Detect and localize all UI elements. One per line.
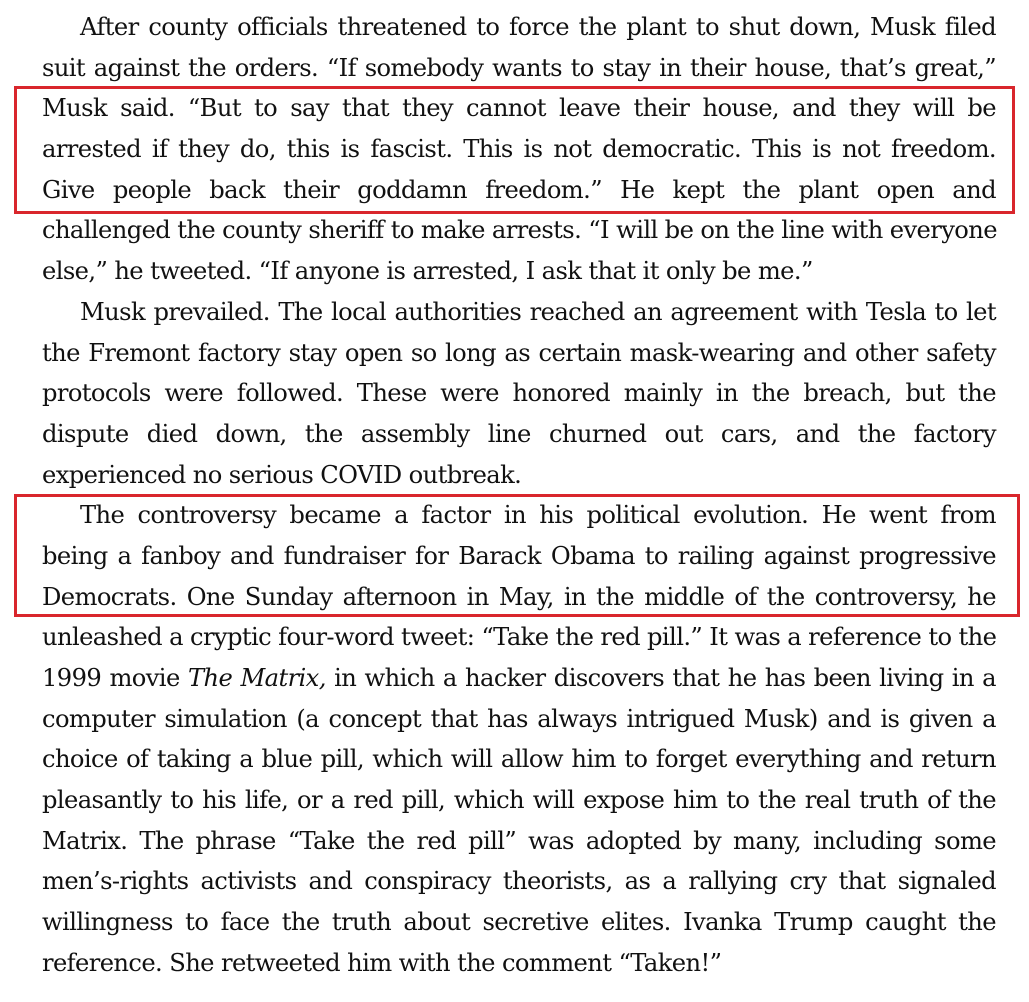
text-line: pleasantly to his life, or a red pill, which will expose him to the real truth of the — [42, 786, 996, 815]
text-line: The controversy became a factor in his political evolution. He went from — [80, 501, 996, 530]
text-line: Give people back their goddamn freedom.” He kept the plant open and — [42, 175, 996, 204]
text-line: suit against the orders. “If somebody wants to stay in their house, that’s great,” — [42, 53, 996, 82]
text-line: reference. She retweeted him with the comment “Taken!” — [42, 948, 722, 977]
text-line: men’s-rights activists and conspiracy theorists, as a rallying cry that signaled — [42, 867, 996, 896]
text-line: Matrix. The phrase “Take the red pill” was adopted by many, including some — [42, 826, 996, 855]
text-fragment: in which a hacker discovers that he has been living in a — [334, 664, 997, 692]
text-line: else,” he tweeted. “If anyone is arrested, I ask that it only be me.” — [42, 257, 813, 286]
text-line: After county officials threatened to force the plant to shut down, Musk filed — [80, 13, 996, 41]
text-line: protocols were followed. These were honored mainly in the breach, but the — [42, 379, 996, 408]
text-line: choice of taking a blue pill, which will allow him to forget everything and return — [42, 745, 996, 774]
paragraph-1 — [42, 7, 996, 292]
text-line: computer simulation (a concept that has always intrigued Musk) and is given a — [42, 704, 996, 733]
text-line: dispute died down, the assembly line churned out cars, and the factory — [42, 419, 996, 448]
text-line: Musk said. “But to say that they cannot leave their house, and they will be — [42, 94, 996, 123]
text-line: arrested if they do, this is fascist. This is not democratic. This is not freedom. — [42, 135, 996, 164]
movie-title: The Matrix, — [187, 664, 326, 692]
book-page-text — [42, 7, 996, 984]
text-line: willingness to face the truth about secretive elites. Ivanka Trump caught the — [42, 908, 996, 937]
text-line: unleashed a cryptic four-word tweet: “Take the red pill.” It was a reference to the — [42, 623, 997, 652]
text-line — [42, 658, 996, 699]
text-line: the Fremont factory stay open so long as certain mask-wearing and other safety — [42, 338, 996, 367]
text-fragment: 1999 movie — [42, 664, 180, 692]
text-line: being a fanboy and fundraiser for Barack Obama to railing against progressive — [42, 541, 996, 570]
paragraph-3 — [42, 495, 996, 983]
text-line: experienced no serious COVID outbreak. — [42, 460, 522, 489]
text-line: challenged the county sheriff to make arrests. “I will be on the line with everyone — [42, 216, 997, 245]
text-line: Musk prevailed. The local authorities reached an agreement with Tesla to let — [80, 297, 996, 326]
paragraph-2 — [42, 292, 996, 495]
text-line: Democrats. One Sunday afternoon in May, in the middle of the controversy, he — [42, 582, 996, 611]
